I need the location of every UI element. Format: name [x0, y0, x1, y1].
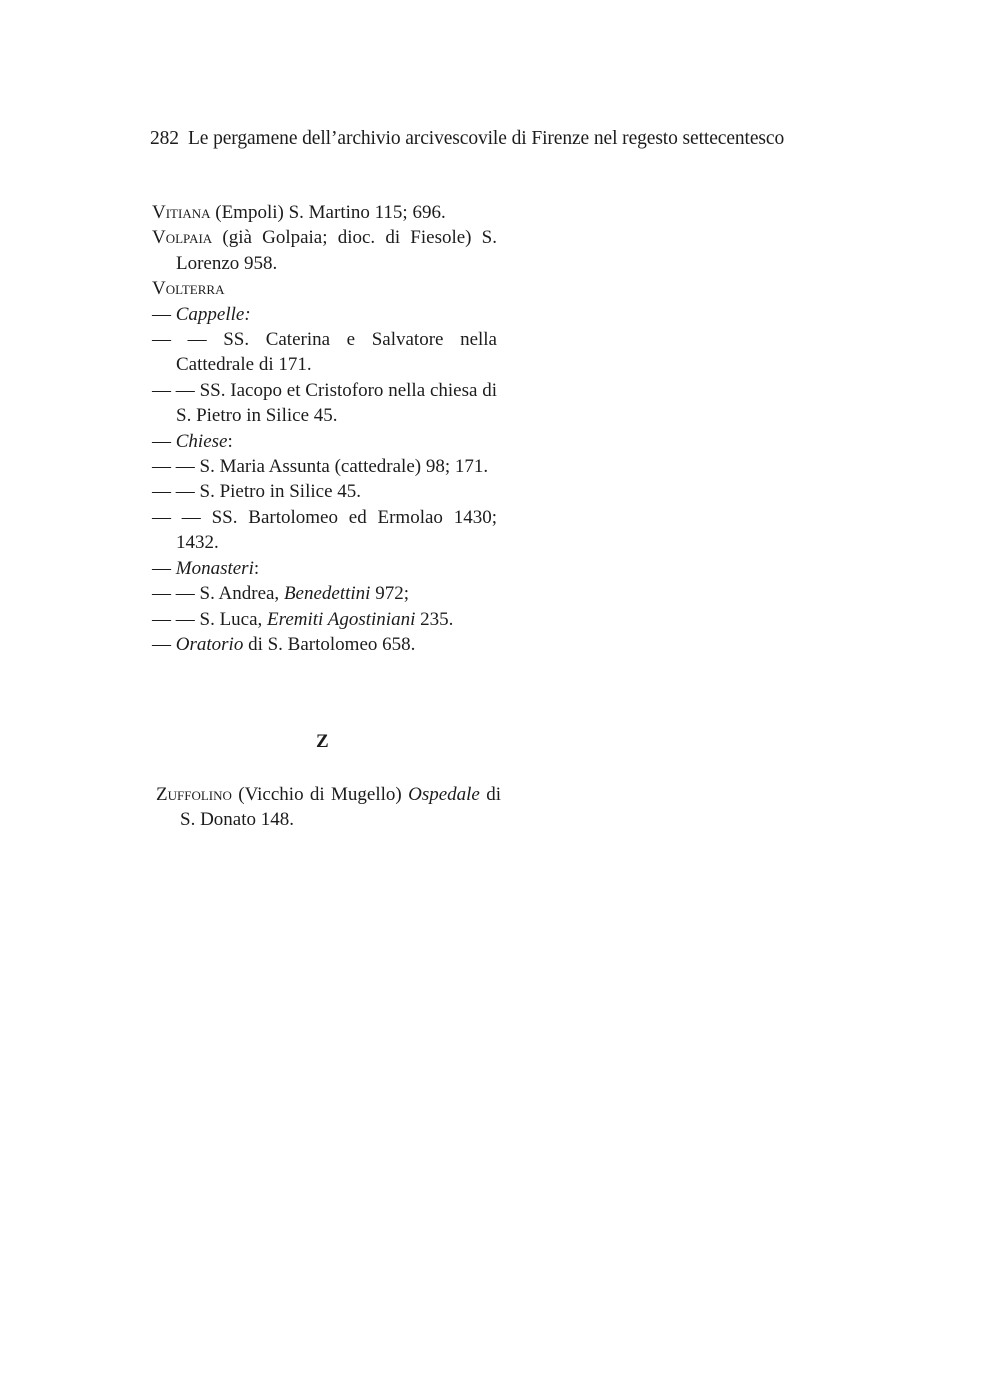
- entry-text: di S. Donato 148.: [180, 784, 502, 831]
- entry-ref: 972;: [370, 583, 409, 605]
- subheading-label: Monasteri: [175, 557, 254, 579]
- colon: :: [253, 557, 260, 579]
- entry-text: (Empoli) S. Martino 115; 696.: [210, 202, 446, 223]
- subheading-label: Ospedale: [408, 784, 480, 805]
- subheading-label: Chiese: [175, 430, 228, 452]
- entry-text: — — S. Andrea,: [152, 583, 284, 605]
- dash: —: [152, 303, 176, 325]
- subheading-label: Oratorio: [175, 633, 244, 655]
- subentry-cappelle: [152, 302, 497, 327]
- section-letter-z: Z: [316, 731, 329, 752]
- colon: :: [227, 430, 233, 452]
- subentry-line: [152, 581, 497, 606]
- subentry-oratorio: [152, 632, 497, 657]
- index-column-z: [156, 782, 501, 833]
- entry-text: — — S. Luca,: [152, 608, 268, 630]
- entry-text: (già Golpaia; dioc. di Fiesole) S. Lorenzo 958.: [176, 227, 497, 274]
- subentry-monasteri: [152, 556, 497, 581]
- subentry-line: — — SS. Bartolomeo ed Ermolao 1430; 1432.: [152, 506, 497, 554]
- running-title: Le pergamene dell’archivio arcivescovile di Firenze nel regesto settecentesco: [187, 128, 785, 149]
- subentry-line: — — SS. Iacopo et Cristoforo nella chiesa di S. Pietro in Silice 45.: [152, 379, 497, 427]
- subentry-line: — — SS. Caterina e Salvatore nella Cattedrale di 171.: [152, 329, 497, 376]
- index-entry-volpaia: [152, 225, 497, 276]
- subentry-line: [152, 607, 497, 632]
- entry-headword: Zuffolino: [156, 784, 232, 805]
- entry-ref: 235.: [415, 608, 454, 630]
- running-header: [150, 128, 784, 150]
- page-number: 282: [150, 128, 179, 149]
- order-name: Benedettini: [283, 583, 371, 605]
- subentry-line: — — S. Maria Assunta (cattedrale) 98; 171.: [152, 456, 489, 478]
- subentry-line: — — S. Pietro in Silice 45.: [152, 481, 361, 503]
- entry-headword: Volterra: [152, 278, 225, 300]
- dash: —: [152, 430, 176, 452]
- entry-text: (Vicchio di Mugello): [231, 784, 409, 805]
- subentry-chiese: [152, 429, 497, 454]
- index-entry-zuffolino: [156, 782, 501, 833]
- index-entry-vitiana: [152, 200, 497, 225]
- dash: —: [152, 633, 176, 655]
- index-entry-volterra: [152, 276, 497, 301]
- subheading-label: Cappelle:: [175, 303, 251, 325]
- entry-headword: Vitiana: [152, 202, 211, 223]
- entry-text: di S. Bartolomeo 658.: [243, 633, 416, 655]
- index-column: [152, 200, 497, 657]
- entry-headword: Volpaia: [152, 227, 213, 249]
- dash: —: [152, 557, 176, 579]
- order-name: Eremiti Agostiniani: [267, 608, 416, 630]
